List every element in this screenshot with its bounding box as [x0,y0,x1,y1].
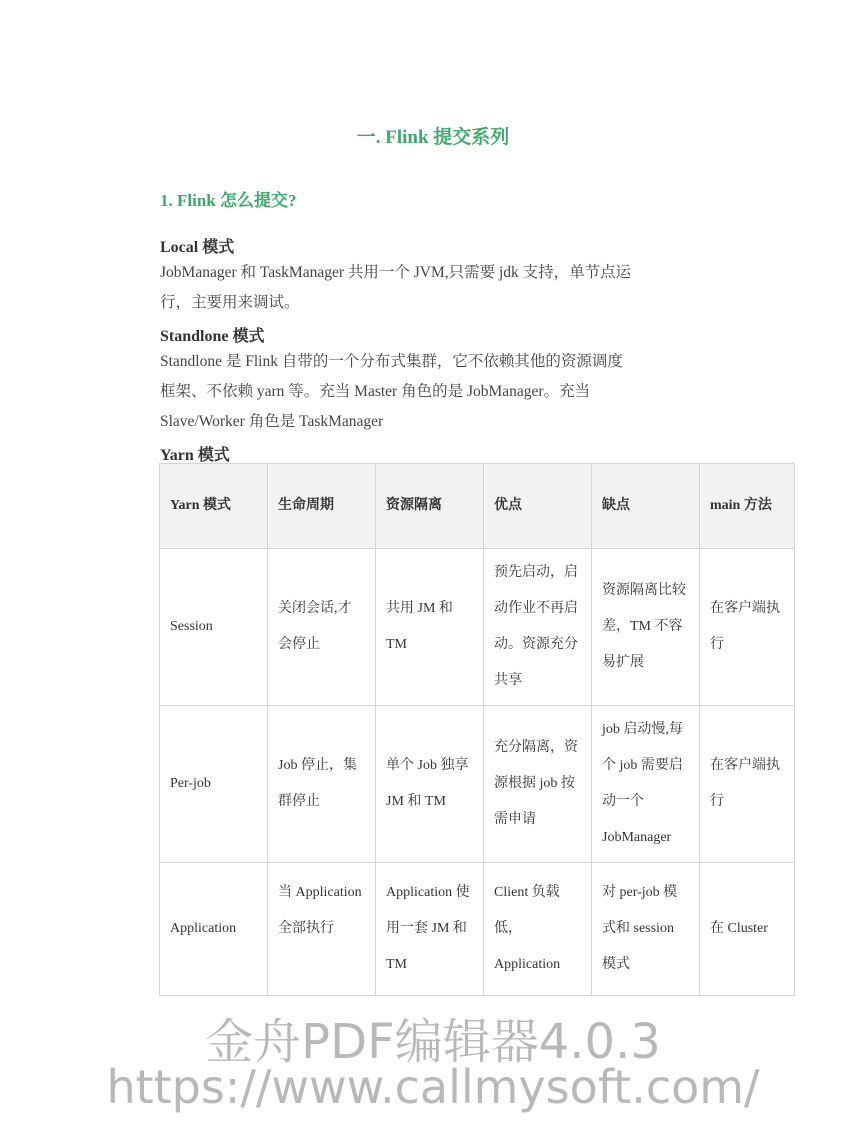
table-row [160,706,795,863]
cell-isolation: 单个 Job 独享 JM 和 TM [376,706,484,863]
cell-isolation: 共用 JM 和 TM [376,549,484,706]
local-mode-line-2: 行，主要用来调试。 [160,294,300,311]
yarn-mode-heading: Yarn 模式 [160,447,230,464]
yarn-mode-table [159,463,795,996]
cell-pros: 预先启动，启动作业不再启动。资源充分共享 [484,549,592,706]
header-main-method: main 方法 [700,464,795,549]
cell-isolation: Application 使用一套 JM 和 TM [376,863,484,996]
header-lifecycle: 生命周期 [268,464,376,549]
table-header-row [160,464,795,549]
standalone-mode-line-3: Slave/Worker 角色是 TaskManager [160,413,384,430]
header-resource-isolation: 资源隔离 [376,464,484,549]
cell-cons: job 启动慢,每个 job 需要启动一个 JobManager [592,706,700,863]
cell-lifecycle: Job 停止，集群停止 [268,706,376,863]
header-cons: 缺点 [592,464,700,549]
cell-main-method: 在 Cluster [700,863,795,996]
cell-mode: Per-job [160,706,268,863]
page-title: 一. Flink 提交系列 [356,127,510,148]
cell-mode: Session [160,549,268,706]
header-pros: 优点 [484,464,592,549]
table-row [160,549,795,706]
cell-main-method: 在客户端执行 [700,549,795,706]
header-yarn-mode: Yarn 模式 [160,464,268,549]
standalone-mode-heading: Standlone 模式 [160,328,265,345]
cell-pros: 充分隔离，资源根据 job 按需申请 [484,706,592,863]
section-heading: 1. Flink 怎么提交? [160,191,297,210]
cell-cons: 对 per-job 模式和 session 模式 [592,863,700,996]
cell-main-method: 在客户端执行 [700,706,795,863]
local-mode-line-1: JobManager 和 TaskManager 共用一个 JVM,只需要 jdk 支持，单节点运 [160,264,632,281]
standalone-mode-line-1: Standlone 是 Flink 自带的一个分布式集群，它不依赖其他的资源调度 [160,353,623,370]
table-row [160,863,795,996]
local-mode-heading: Local 模式 [160,239,235,256]
cell-mode: Application [160,863,268,996]
cell-lifecycle: 当 Application 全部执行 [268,863,376,996]
cell-lifecycle: 关闭会话,才会停止 [268,549,376,706]
cell-cons: 资源隔离比较差，TM 不容易扩展 [592,549,700,706]
standalone-mode-line-2: 框架、不依赖 yarn 等。充当 Master 角色的是 JobManager。充当 [160,383,591,400]
watermark-url: https://www.callmysoft.com/ [106,1060,760,1114]
cell-pros: Client 负载低，Application [484,863,592,996]
watermark-product: 金舟PDF编辑器4.0.3 [205,1014,661,1070]
